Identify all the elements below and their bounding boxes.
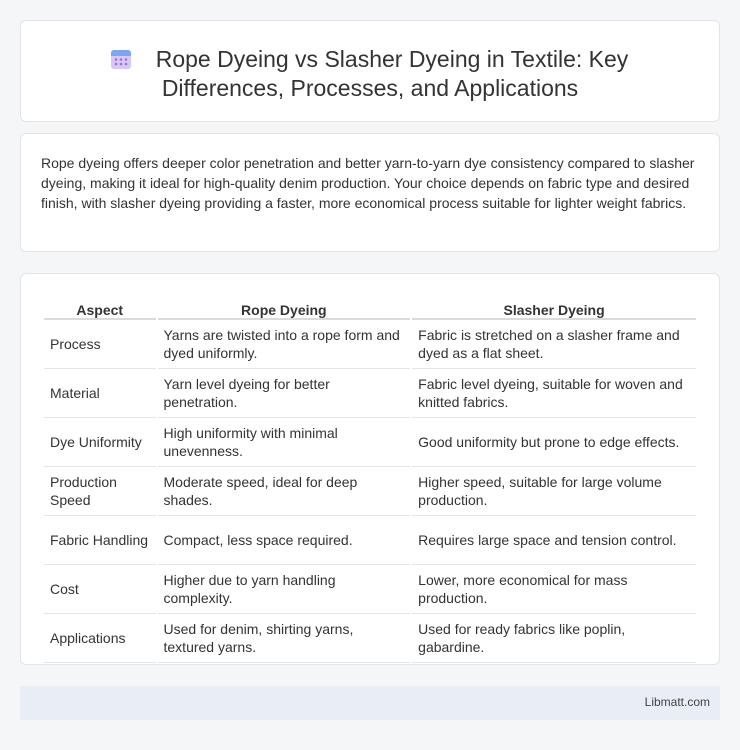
slasher-cell: Good uniformity but prone to edge effects. — [412, 418, 696, 467]
table-row — [44, 614, 696, 663]
slasher-cell: Fabric level dyeing, suitable for woven and knitted fabrics. — [412, 369, 696, 418]
table-header-row — [44, 294, 696, 320]
slasher-cell: Higher speed, suitable for large volume production. — [412, 467, 696, 516]
summary-card — [20, 133, 720, 252]
page-title — [21, 45, 719, 103]
title-card — [20, 20, 720, 122]
table-row — [44, 467, 696, 516]
rope-cell: Compact, less space required. — [158, 516, 411, 565]
footer-site-link[interactable]: Libmatt.com — [644, 695, 710, 709]
header-slasher-dyeing: Slasher Dyeing — [412, 294, 696, 320]
aspect-cell: Cost — [44, 565, 156, 614]
aspect-cell: Fabric Handling — [44, 516, 156, 565]
header-aspect: Aspect — [44, 294, 156, 320]
title-line-1: Rope Dyeing vs Slasher Dyeing in Textile: Key — [155, 46, 629, 72]
summary-text: Rope dyeing offers deeper color penetration and better yarn-to-yarn dye consistency compared to slasher dyeing, making it ideal for high-quality denim production. Your choice depends on fabric type and desired finish, with slasher dyeing providing a faster, more economical process suitable for lighter weight fabrics. — [41, 155, 695, 211]
title-line-2: Differences, Processes, and Applications — [161, 75, 579, 101]
slasher-cell: Requires large space and tension control. — [412, 516, 696, 565]
aspect-cell: Dye Uniformity — [44, 418, 156, 467]
rope-cell: Yarns are twisted into a rope form and dyed uniformly. — [158, 320, 411, 369]
rope-cell: Yarn level dyeing for better penetration. — [158, 369, 411, 418]
table-row — [44, 320, 696, 369]
header-rope-dyeing: Rope Dyeing — [158, 294, 411, 320]
slasher-cell: Used for ready fabrics like poplin, gabardine. — [412, 614, 696, 663]
rope-cell: High uniformity with minimal unevenness. — [158, 418, 411, 467]
rope-cell: Used for denim, shirting yarns, textured yarns. — [158, 614, 411, 663]
footer — [20, 686, 720, 720]
rope-cell: Moderate speed, ideal for deep shades. — [158, 467, 411, 516]
comparison-table — [42, 294, 698, 663]
slasher-cell: Fabric is stretched on a slasher frame and dyed as a flat sheet. — [412, 320, 696, 369]
table-row — [44, 418, 696, 467]
table-row — [44, 565, 696, 614]
aspect-cell: Material — [44, 369, 156, 418]
aspect-cell: Process — [44, 320, 156, 369]
table-row — [44, 369, 696, 418]
aspect-cell: Applications — [44, 614, 156, 663]
rope-cell: Higher due to yarn handling complexity. — [158, 565, 411, 614]
comparison-table-card — [20, 273, 720, 665]
table-row — [44, 516, 696, 565]
slasher-cell: Lower, more economical for mass production. — [412, 565, 696, 614]
aspect-cell: Production Speed — [44, 467, 156, 516]
